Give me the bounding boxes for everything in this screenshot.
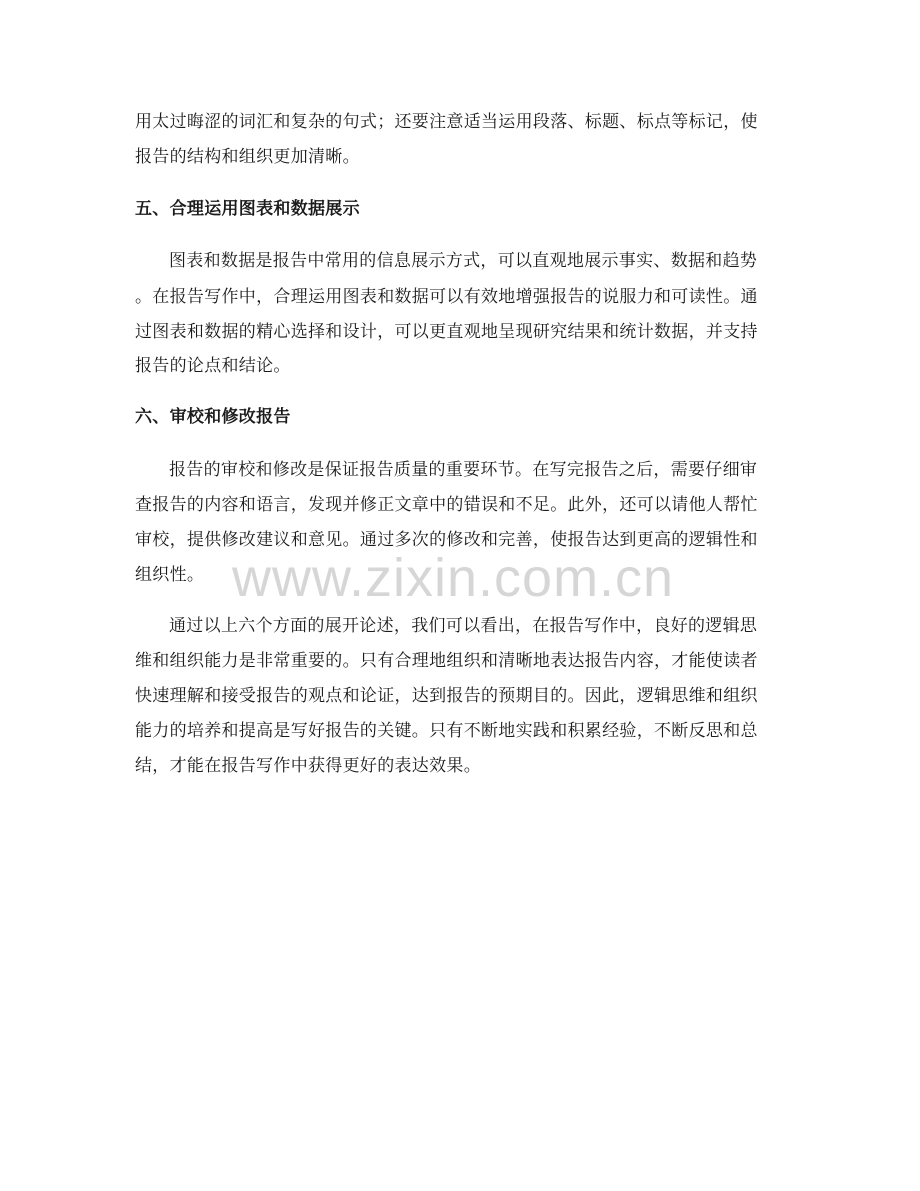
section-heading-5: 五、合理运用图表和数据展示 <box>135 199 360 219</box>
paragraph-line: 报告的审校和修改是保证报告质量的重要环节。在写完报告之后，需要仔细审 <box>169 460 758 480</box>
paragraph-line: 能力的培养和提高是写好报告的关键。只有不断地实践和积累经验，不断反思和总 <box>135 721 758 741</box>
paragraph-line: 维和组织能力是非常重要的。只有合理地组织和清晰地表达报告内容，才能使读者 <box>135 651 758 671</box>
paragraph-line: 图表和数据是报告中常用的信息展示方式，可以直观地展示事实、数据和趋势 <box>169 251 758 271</box>
paragraph-line: 过图表和数据的精心选择和设计，可以更直观地呈现研究结果和统计数据，并支持 <box>135 322 758 342</box>
paragraph-line: 快速理解和接受报告的观点和论证，达到报告的预期目的。因此，逻辑思维和组织 <box>135 686 758 706</box>
paragraph-line: 通过以上六个方面的展开论述，我们可以看出，在报告写作中，良好的逻辑思 <box>169 616 758 636</box>
intro-line: 报告的结构和组织更加清晰。 <box>135 147 360 167</box>
paragraph-line: 组织性。 <box>135 565 205 585</box>
paragraph-line: 查报告的内容和语言，发现并修正文章中的错误和不足。此外，还可以请他人帮忙 <box>135 495 758 515</box>
paragraph-line: 结，才能在报告写作中获得更好的表达效果。 <box>135 756 481 776</box>
watermark: www.zixin.com.cn <box>232 548 675 608</box>
paragraph-line: 报告的论点和结论。 <box>135 356 291 376</box>
paragraph-line: 。在报告写作中，合理运用图表和数据可以有效地增强报告的说服力和可读性。通 <box>135 287 758 307</box>
paragraph-line: 审校，提供修改建议和意见。通过多次的修改和完善，使报告达到更高的逻辑性和 <box>135 530 758 550</box>
section-heading-6: 六、审校和修改报告 <box>135 407 291 427</box>
intro-line: 用太过晦涩的词汇和复杂的句式；还要注意适当运用段落、标题、标点等标记，使 <box>135 112 758 132</box>
